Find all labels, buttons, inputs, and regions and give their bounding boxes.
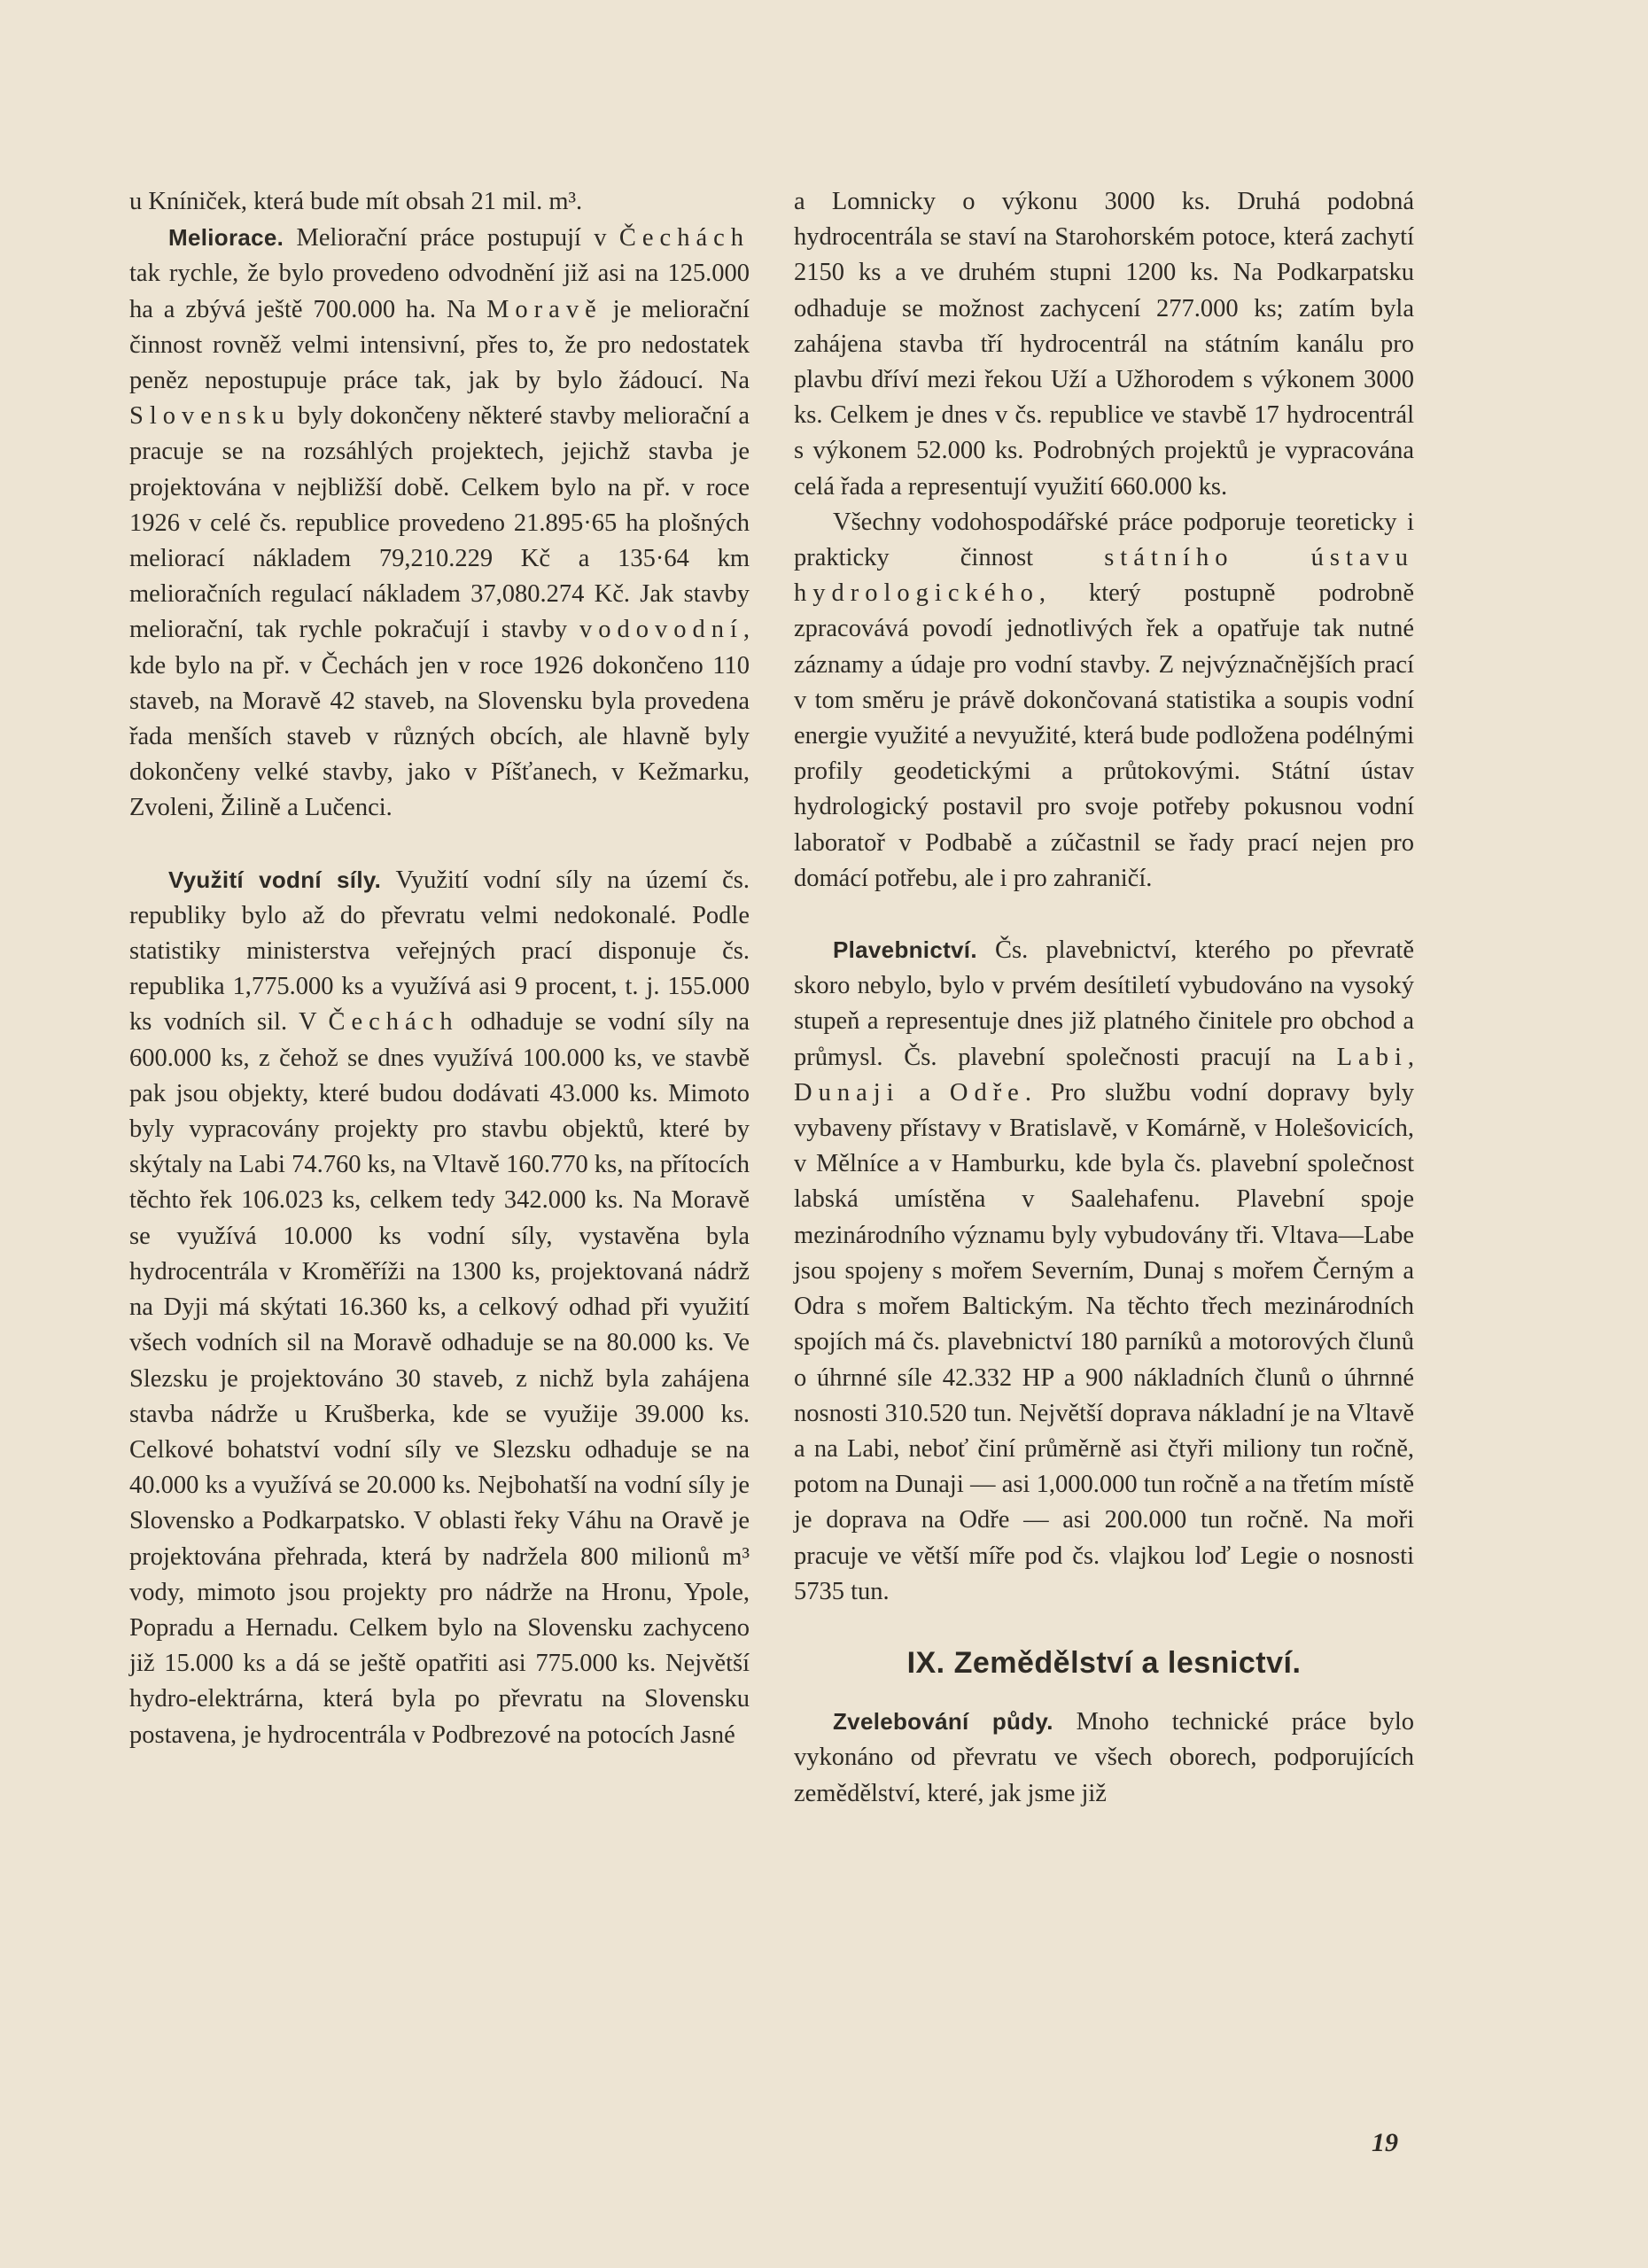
paragraph-zvelebovani — [794, 1704, 1414, 1812]
paragraph-text: a — [899, 1078, 950, 1107]
paragraph-text: Meliorační práce postupují v — [284, 224, 619, 252]
paragraph-text: Čs. plavebnictví, kterého po převratě skoro nebylo, bylo v prvém desítiletí vybudováno na vysoký stupeň a representuje dnes již platného činitele pro obchod a průmysl. Čs. plavební společnosti pracují na — [794, 936, 1414, 1071]
spaced-term: Slovensku — [129, 402, 291, 431]
paragraph-text: . Pro službu vodní dopravy byly vybaveny přístavy v Bratislavě, v Komárně, v Holešovicích, v Mělníce a v Hamburku, kde byla čs. plavební společnost labská umístěna v Saalehafenu. Plavební spoje mezinárodního významu byly vybudovány tři. Vltava—Labe jsou spojeny s mořem Severním, Dunaj s mořem Černým a Odra s mořem Baltickým. Na těchto třech mezinárodních spojích má čs. plavebnictví 180 parníků a motorových člunů o úhrnné síle 42.332 HP a 900 nákladních člunů o úhrnné nosnosti 310.520 tun. Největší doprava nákladní je na Vltavě a na Labi, neboť činí průměrně asi čtyři miliony tun ročně, potom na Dunaji — asi 1,000.000 tun ročně a na třetím místě je doprava na Odře — asi 200.000 tun ročně. Na moři pracuje ve větší míře pod čs. vlajkou loď Legie o nosnosti 5735 tun. — [794, 1078, 1414, 1605]
spaced-term: státního ústavu hydrologického — [794, 544, 1414, 608]
paragraph-plavebnictvi — [794, 932, 1414, 1610]
right-column — [794, 184, 1414, 1812]
section-title: IX. Zemědělství a lesnictví. — [906, 1645, 1302, 1680]
run-in-heading: Využití vodní síly. — [168, 866, 382, 893]
spaced-term: Moravě — [486, 295, 602, 323]
left-column — [129, 184, 750, 1753]
run-in-heading: Meliorace. — [168, 224, 284, 252]
paragraph-text: Mnoho technické práce bylo vykonáno od převratu ve všech oborech, podporujících zemědělství, které, jak jsme již — [794, 1708, 1415, 1807]
paragraph-text: Využití vodní síly na území čs. republiky bylo až do převratu velmi nedokonalé. Podle statistiky ministerstva veřejných prací disponuje čs. republika 1,775.000 ks a využívá asi 9 procent, t. j. 155.000 ks vodních sil. V — [129, 866, 750, 1037]
paragraph-vodohospodarske — [794, 505, 1414, 897]
spaced-term: Dunaji — [794, 1078, 900, 1107]
page-number: 19 — [1372, 2128, 1398, 2157]
paragraph-meliorace — [129, 220, 750, 826]
paragraph-kninicky — [129, 184, 750, 220]
spaced-term: Labi — [1336, 1043, 1408, 1071]
run-in-heading: Zvelebování půdy. — [833, 1708, 1053, 1736]
paragraph-text: , — [1407, 1043, 1414, 1071]
paragraph-lomnicky — [794, 184, 1414, 505]
run-in-heading: Plavebnictví. — [833, 936, 977, 964]
paragraph-text: je meliorační činnost rovněž velmi intensivní, přes to, že pro nedostatek peněz nepostupuje práce tak, jak by bylo žádoucí. Na — [129, 295, 750, 395]
paragraph-text: tak rychle, že bylo provedeno odvodnění již asi na 125.000 ha a zbývá ještě 700.000 ha. Na — [129, 260, 750, 323]
paragraph-text: u Kníniček, která bude mít obsah 21 mil. m³. — [129, 188, 583, 215]
spaced-term: Čechách — [618, 224, 750, 252]
spaced-term: Odře — [949, 1078, 1025, 1107]
spaced-term: Čechách — [328, 1008, 459, 1037]
paragraph-vodni-sily — [129, 862, 750, 1753]
paragraph-text: odhaduje se vodní síly na 600.000 ks, z čehož se dnes využívá 100.000 ks, ve stavbě pak jsou objekty, které budou dodávati 43.000 ks. Mimoto byly vypracovány projekty pro stavbu objektů, které by skýtaly na Labi 74.760 ks, na Vltavě 160.770 ks, na přítocích těchto řek 106.023 ks, celkem tedy 342.000 ks. Na Moravě se využívá 10.000 ks vodní síly, vystavěna byla hydrocentrála v Kroměříži na 1300 ks, projektovaná nádrž na Dyji má skýtati 16.360 ks, a celkový odhad při využití všech vodních sil na Moravě odhaduje se na 80.000 ks. Ve Slezsku je projektováno 30 staveb, z nichž byla zahájena stavba nádrže u Krušberka, kde se využije 39.000 ks. Celkové bohatství vodní síly ve Slezsku odhaduje se na 40.000 ks a využívá se 20.000 ks. Nejbohatší na vodní síly je Slovensko a Podkarpatsko. V oblasti řeky Váhu na Oravě je projektována přehrada, která by nadržela 800 milionů m³ vody, mimoto jsou projekty pro nádrže na Hronu, Ypole, Popradu a Hernadu. Celkem bylo na Slovensku zachyceno již 15.000 ks a dá se ještě opatřiti asi 775.000 ks. Největší hydro-elektrárna, která byla po převratu na Slovensku postavena, je hydrocentrála v Podbrezové na potocích Jasné — [129, 1008, 750, 1749]
paragraph-text: a Lomnicky o výkonu 3000 ks. Druhá podobná hydrocentrála se staví na Starohorském potoce, která zachytí 2150 ks a ve druhém stupni 1200 ks. Na Podkarpatsku odhaduje se možnost zachycení 277.000 ks; zatím byla zahájena stavba tří hydrocentrál na státním kanálu pro plavbu dříví mezi řekou Uží a Užhorodem s výkonem 3000 ks. Celkem je dnes v čs. republice ve stavbě 17 hydrocentrál s výkonem 52.000 ks. Podrobných projektů je vypracována celá řada a representují využití 660.000 ks. — [794, 188, 1414, 501]
paragraph-text: Všechny vodohospodářské práce podporuje teoreticky i prakticky činnost — [794, 508, 1414, 572]
paragraph-text: byly dokončeny některé stavby meliorační a pracuje se na rozsáhlých projektech, jejichž stavba je projektována v nejbližší době. Celkem bylo na př. v roce 1926 v celé čs. republice provedeno 21.895·65 ha plošných meliorací nákladem 79,210.229 Kč a 135·64 km melioračních regulací nákladem 37,080.274 Kč. Jak stavby meliorační, tak rychle pokračují i stavby — [129, 402, 750, 644]
paragraph-text: , kde bylo na př. v Čechách jen v roce 1926 dokončeno 110 staveb, na Moravě 42 staveb, na Slovensku byla provedena řada menších staveb v různých obcích, ale hlavně byly dokončeny velké stavby, jako v Píšťanech, v Kežmarku, Zvoleni, Žilině a Lučenci. — [129, 616, 750, 822]
paragraph-text: , který postupně podrobně zpracovává povodí jednotlivých řek a opatřuje tak nutné záznamy a údaje pro vodní stavby. Z nejvýznačnějších prací v tom směru je právě dokončovaná statistika a soupis vodní energie využité a nevyužité, která bude podložena podélnými profily geodetickými a průtokovými. Státní ústav hydrologický postavil pro svoje potřeby pokusnou vodní laboratoř v Podbabě a zúčastnil se řady prací nejen pro domácí potřebu, ale i pro zahraničí. — [794, 579, 1414, 892]
spaced-term: vodovodní — [579, 616, 743, 644]
